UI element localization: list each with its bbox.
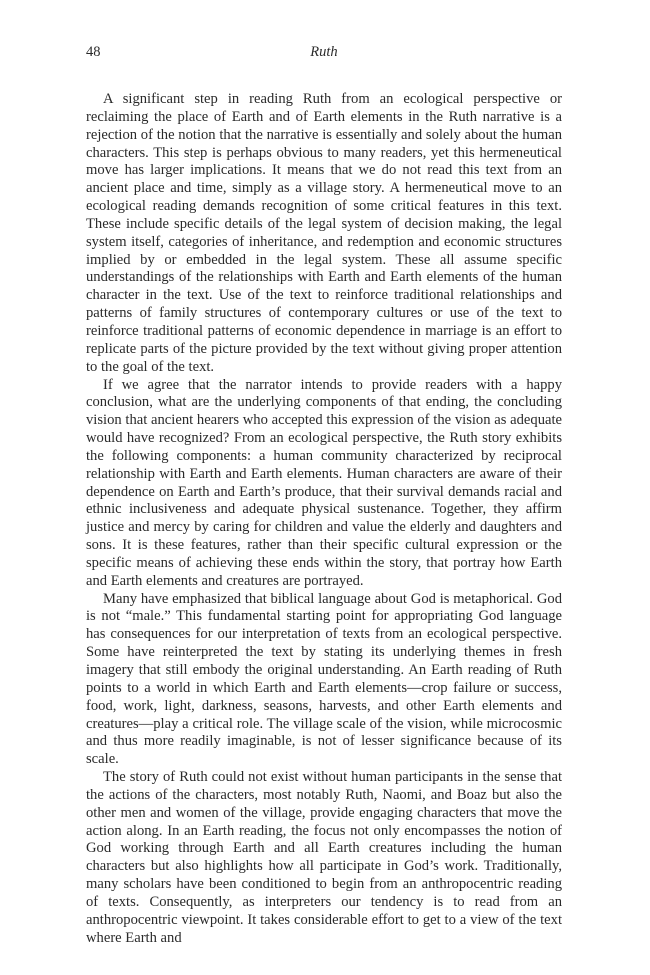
page-number: 48	[86, 44, 101, 60]
running-head: Ruth	[310, 44, 338, 60]
paragraph: The story of Ruth could not exist without human participants in the sense that the actions of the characters, most notably Ruth, Naomi, and Boaz but also the other men and women of the village, provide engaging characters that move the action along. In an Earth reading, the focus not only encompasses the notion of God working through Earth and all Earth creatures including the human characters but also highlights how all participate in God’s work. Traditionally, many scholars have been conditioned to begin from an anthropocentric reading of texts. Consequently, as interpreters our tendency is to read from an anthropocentric viewpoint. It takes considerable effort to get to a view of the text where Earth and	[86, 769, 562, 946]
paragraph: A significant step in reading Ruth from an ecological perspective or reclaiming the place of Earth and of Earth elements in the Ruth narrative is a rejection of the notion that the narrative is essentially and solely about the human characters. This step is perhaps obvious to many readers, yet this hermeneutical move has larger implications. It means that we do not read this text from an ancient place and time, simply as a village story. A hermeneutical move to an ecological reading demands recognition of some critical features in this text. These include specific details of the legal system of decision making, the legal system itself, categories of inheritance, and redemption and economic structures implied by or embedded in the legal system. These all assume specific understandings of the relationships with Earth and Earth elements of the human character in the text. Use of the text to reinforce traditional relationships and patterns of family structures of contemporary cultures or use of the text to reinforce traditional patterns of economic dependence in marriage is an effort to replicate parts of the picture provided by the text without giving proper attention to the goal of the text.	[86, 91, 562, 375]
body-text	[86, 91, 562, 948]
page-header	[86, 44, 562, 64]
paragraph: If we agree that the narrator intends to provide readers with a happy conclusion, what are the underlying components of that ending, the concluding vision that ancient hearers who accepted this expression of the vision as adequate would have recognized? From an ecological perspective, the Ruth story exhibits the following components: a human community characterized by reciprocal relationship with Earth and Earth elements. Human characters are aware of their dependence on Earth and Earth’s produce, that their survival demands racial and ethnic inclusiveness and adequate physical sustenance. Together, they affirm justice and mercy by caring for children and value the elderly and daughters and sons. It is these features, rather than their specific cultural expression or the specific means of achieving these ends within the story, that portray how Earth and Earth elements and creatures are portrayed.	[86, 376, 562, 589]
paragraph: Many have emphasized that biblical language about God is metaphorical. God is not “male.” This fundamental starting point for appropriating God language has consequences for our interpretation of texts from an ecological perspective. Some have reinterpreted the text by stating its underlying themes in fresh imagery that still embody the original understanding. An Earth reading of Ruth points to a world in which Earth and Earth elements—crop failure or success, food, work, light, darkness, seasons, harvests, and other Earth elements and creatures—play a critical role. The village scale of the vision, while microcosmic and thus more readily imaginable, is not of lesser significance because of its scale.	[86, 590, 562, 768]
